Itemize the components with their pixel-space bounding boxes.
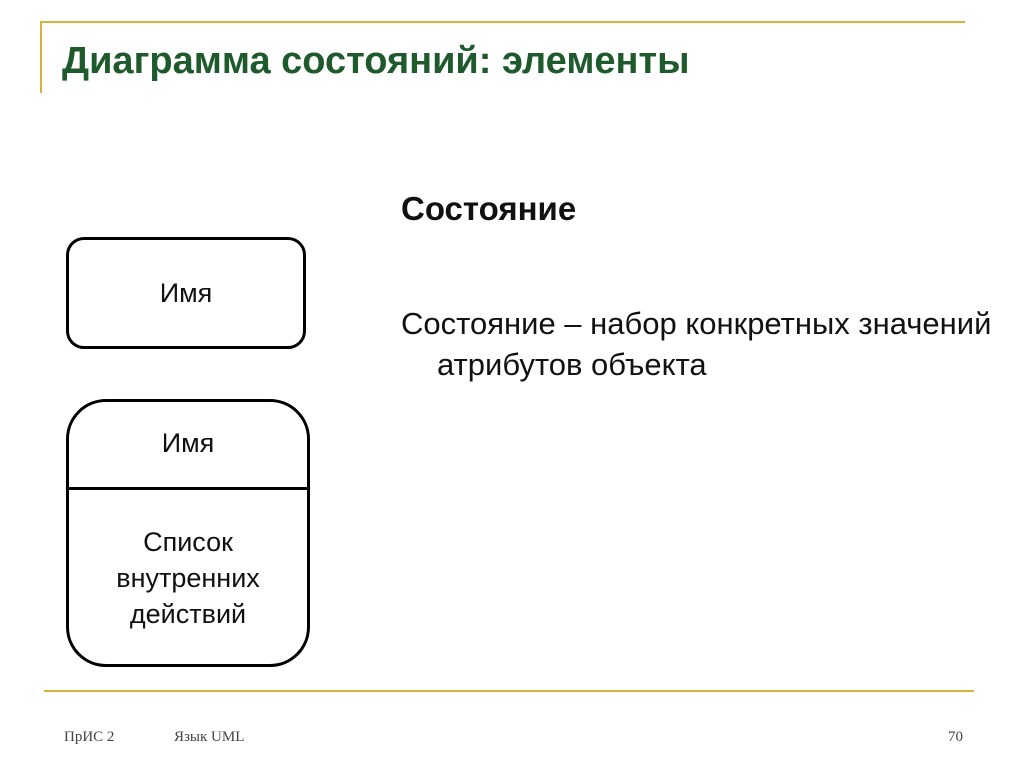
definition-text: Состояние – набор конкретных значений атрибутов объекта	[401, 306, 992, 382]
actions-line-3: действий	[129, 599, 247, 629]
simple-state-name: Имя	[159, 277, 213, 308]
left-accent-rule	[40, 21, 42, 93]
footer-topic: Язык UML	[174, 729, 245, 745]
top-accent-rule	[40, 21, 965, 23]
slide-title: Диаграмма состояний: элементы	[62, 40, 690, 82]
footer-course: ПрИС 2	[64, 729, 115, 745]
section-heading: Состояние	[401, 190, 577, 227]
page-number: 70	[948, 729, 963, 745]
full-state-box	[66, 399, 310, 667]
actions-line-1: Список	[143, 527, 233, 557]
state-name-compartment	[69, 402, 307, 490]
full-state-name: Имя	[161, 428, 215, 458]
actions-line-2: внутренних	[116, 563, 260, 593]
simple-state-box	[66, 237, 306, 349]
internal-actions-compartment	[69, 490, 307, 632]
footer-rule	[44, 690, 974, 692]
